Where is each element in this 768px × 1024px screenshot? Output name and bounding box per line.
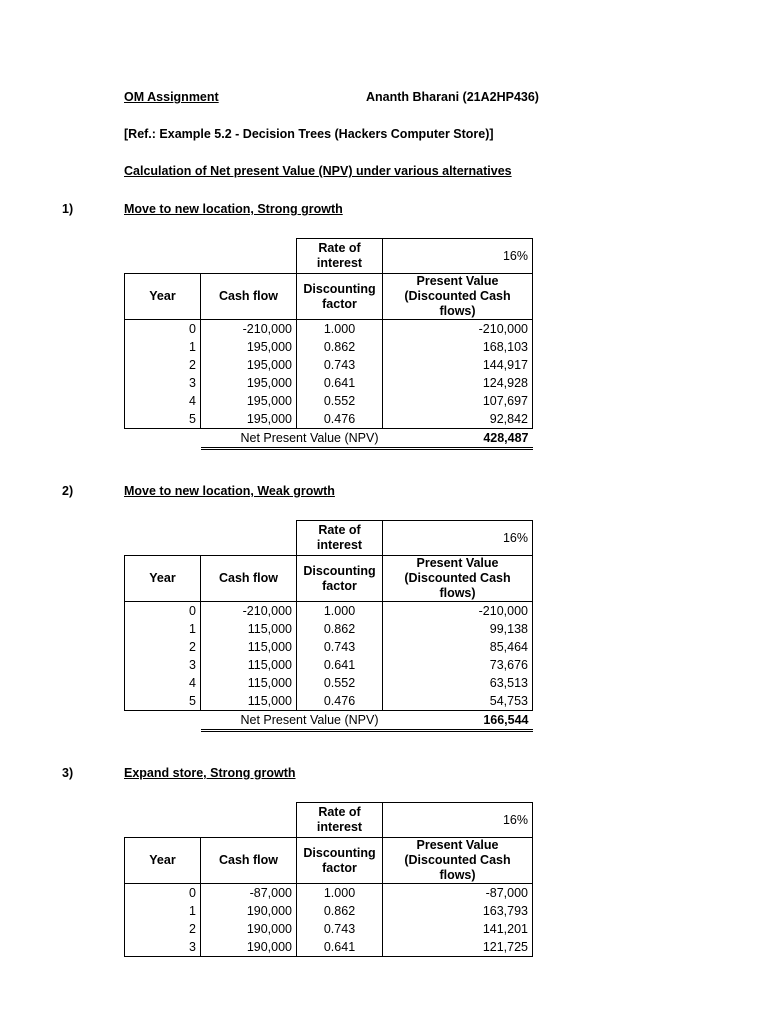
year-cell: 4: [125, 392, 201, 410]
df-cell: 1.000: [297, 320, 383, 339]
cash-flow-header: Cash flow: [201, 274, 297, 320]
year-cell: 4: [125, 674, 201, 692]
df-cell: 0.743: [297, 356, 383, 374]
year-cell: 3: [125, 938, 201, 957]
course-title: OM Assignment: [124, 90, 219, 104]
pv-cell: 99,138: [383, 620, 533, 638]
table-row: [125, 374, 533, 392]
npv-table: [124, 238, 533, 450]
section-title: Expand store, Strong growth: [124, 766, 296, 780]
table-row: [125, 938, 533, 957]
pv-cell: -210,000: [383, 320, 533, 339]
table-row: [125, 410, 533, 429]
section-number: 1): [62, 202, 74, 216]
pv-cell: -87,000: [383, 884, 533, 903]
pv-cell: 124,928: [383, 374, 533, 392]
npv-total: 166,544: [383, 711, 533, 731]
year-header: Year: [125, 274, 201, 320]
section-number: 2): [62, 484, 74, 498]
table-row: [125, 884, 533, 903]
pv-cell: 73,676: [383, 656, 533, 674]
year-cell: 0: [125, 884, 201, 903]
pv-cell: 85,464: [383, 638, 533, 656]
df-cell: 0.476: [297, 692, 383, 711]
cash-cell: 115,000: [201, 620, 297, 638]
table-row: [125, 656, 533, 674]
author-name: Ananth Bharani (21A2HP436): [366, 90, 539, 104]
cash-cell: 115,000: [201, 692, 297, 711]
npv-table: [124, 802, 533, 957]
pv-cell: 121,725: [383, 938, 533, 957]
npv-total: 428,487: [383, 429, 533, 449]
section-title: Move to new location, Weak growth: [124, 484, 335, 498]
df-cell: 0.862: [297, 338, 383, 356]
table-row: [125, 338, 533, 356]
cash-cell: 115,000: [201, 674, 297, 692]
pv-cell: 63,513: [383, 674, 533, 692]
cash-cell: -210,000: [201, 602, 297, 621]
table-row: [125, 320, 533, 339]
year-cell: 1: [125, 338, 201, 356]
rate-value: 16%: [383, 803, 533, 838]
table-row: [125, 638, 533, 656]
rate-value: 16%: [383, 239, 533, 274]
discount-header: Discounting factor: [297, 556, 383, 602]
reference-line: [Ref.: Example 5.2 - Decision Trees (Hackers Computer Store)]: [124, 127, 494, 141]
year-cell: 2: [125, 356, 201, 374]
rate-label: Rate of interest: [297, 521, 383, 556]
pv-cell: 107,697: [383, 392, 533, 410]
year-header: Year: [125, 838, 201, 884]
year-cell: 0: [125, 320, 201, 339]
df-cell: 0.552: [297, 674, 383, 692]
table-row: [125, 356, 533, 374]
year-cell: 2: [125, 920, 201, 938]
pv-cell: 144,917: [383, 356, 533, 374]
pv-header: Present Value (Discounted Cash flows): [383, 838, 533, 884]
pv-cell: 168,103: [383, 338, 533, 356]
year-header: Year: [125, 556, 201, 602]
year-cell: 1: [125, 902, 201, 920]
cash-cell: 190,000: [201, 938, 297, 957]
section-number: 3): [62, 766, 74, 780]
year-cell: 5: [125, 410, 201, 429]
year-cell: 5: [125, 692, 201, 711]
df-cell: 0.641: [297, 938, 383, 957]
cash-cell: 195,000: [201, 410, 297, 429]
year-cell: 3: [125, 656, 201, 674]
cash-cell: 115,000: [201, 656, 297, 674]
df-cell: 1.000: [297, 884, 383, 903]
df-cell: 0.641: [297, 656, 383, 674]
page-heading: Calculation of Net present Value (NPV) under various alternatives: [124, 164, 512, 178]
pv-cell: 92,842: [383, 410, 533, 429]
df-cell: 1.000: [297, 602, 383, 621]
df-cell: 0.641: [297, 374, 383, 392]
cash-cell: 195,000: [201, 356, 297, 374]
discount-header: Discounting factor: [297, 274, 383, 320]
cash-cell: 115,000: [201, 638, 297, 656]
cash-cell: 190,000: [201, 902, 297, 920]
pv-header: Present Value (Discounted Cash flows): [383, 274, 533, 320]
rate-label: Rate of interest: [297, 239, 383, 274]
discount-header: Discounting factor: [297, 838, 383, 884]
cash-cell: -87,000: [201, 884, 297, 903]
table-row: [125, 602, 533, 621]
pv-cell: 54,753: [383, 692, 533, 711]
cash-cell: 190,000: [201, 920, 297, 938]
table-row: [125, 620, 533, 638]
year-cell: 0: [125, 602, 201, 621]
cash-cell: 195,000: [201, 338, 297, 356]
df-cell: 0.552: [297, 392, 383, 410]
table-row: [125, 902, 533, 920]
npv-label: Net Present Value (NPV): [201, 711, 383, 731]
year-cell: 3: [125, 374, 201, 392]
rate-value: 16%: [383, 521, 533, 556]
npv-table: [124, 520, 533, 732]
year-cell: 1: [125, 620, 201, 638]
cash-flow-header: Cash flow: [201, 556, 297, 602]
pv-header: Present Value (Discounted Cash flows): [383, 556, 533, 602]
table-row: [125, 920, 533, 938]
cash-cell: 195,000: [201, 374, 297, 392]
df-cell: 0.743: [297, 638, 383, 656]
section-title: Move to new location, Strong growth: [124, 202, 343, 216]
table-row: [125, 392, 533, 410]
pv-cell: 163,793: [383, 902, 533, 920]
table-row: [125, 692, 533, 711]
df-cell: 0.743: [297, 920, 383, 938]
cash-flow-header: Cash flow: [201, 838, 297, 884]
df-cell: 0.476: [297, 410, 383, 429]
df-cell: 0.862: [297, 620, 383, 638]
rate-label: Rate of interest: [297, 803, 383, 838]
df-cell: 0.862: [297, 902, 383, 920]
year-cell: 2: [125, 638, 201, 656]
cash-cell: 195,000: [201, 392, 297, 410]
pv-cell: -210,000: [383, 602, 533, 621]
cash-cell: -210,000: [201, 320, 297, 339]
npv-label: Net Present Value (NPV): [201, 429, 383, 449]
table-row: [125, 674, 533, 692]
pv-cell: 141,201: [383, 920, 533, 938]
